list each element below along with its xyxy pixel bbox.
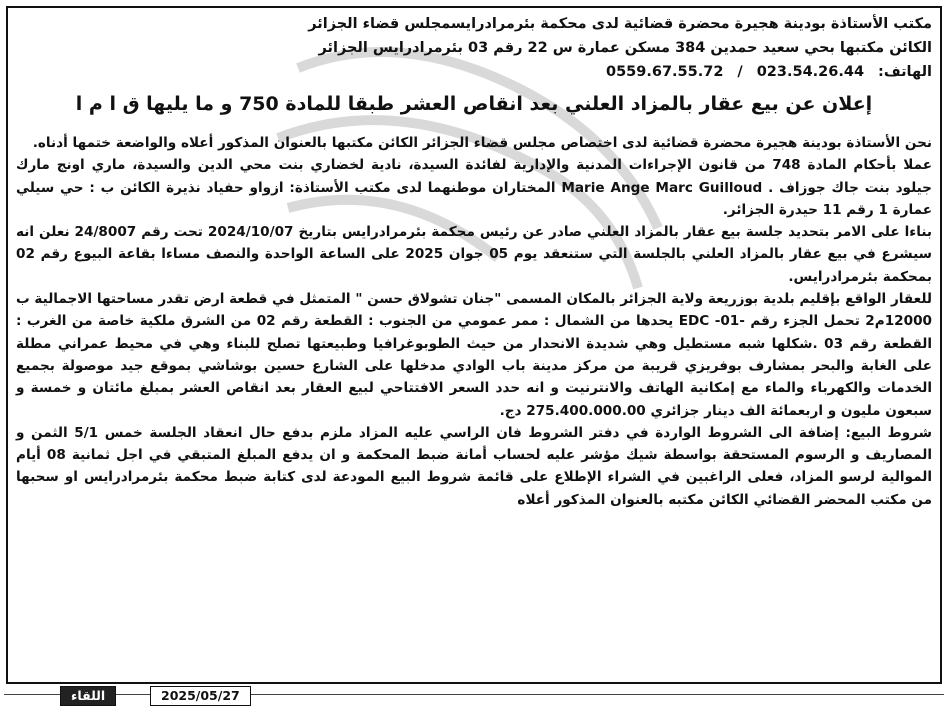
footer-divider xyxy=(4,694,944,695)
office-name: مكتب الأستاذة بودينة هجيرة محضرة قضائية لدى محكمة بئرمرادرايسمجلس قضاء الجزائر xyxy=(308,16,932,32)
phone-number-2: 0559.67.55.72 xyxy=(606,64,724,80)
parties-text-b: المختاران موطنهما لدى مكتب الأستاذة: ازواو حفياد نذيرة الكائن ب : حي سيلي عمارة 1 رقم 11 حيدرة الجزائر. xyxy=(16,179,932,218)
phone-number-1: 023.54.26.44 xyxy=(756,64,865,80)
office-phone xyxy=(16,60,932,84)
parties-latin-name: Marie Ange Marc Guilloud xyxy=(561,179,763,196)
office-address: الكائن مكتبها بحي سعيد حمدين 384 مسكن عمارة س 22 رقم 03 بئرمرادرايس الجزائر xyxy=(318,40,932,56)
legal-notice xyxy=(6,6,942,684)
phone-label: الهاتف: xyxy=(878,64,932,80)
paragraph-order: بناءا على الامر بتحديد جلسة بيع عقار بالمزاد العلني صادر عن رئيس محكمة بئرمرادرايس بتاريخ 2024/10/07 تحت رقم 24/8007 نعلن انه سيشرع في بيع عقار بالمزاد العلني بالجلسة التي ستنعقد يوم 05 جوان 2025 على الساعة الواحدة والنصف مساءا بقاعة البيوع رقم 02 بمحكمة بئرمرادرايس. xyxy=(16,224,932,285)
parties-text-a: عملا بأحكام المادة 748 من قانون الإجراءات المدنية والإدارية لفائدة السيدة، نادية لخضاري بنت محي الدين والسيدة، ماري اونج مارك جيلود بنت جاك جوزاف . xyxy=(16,157,932,196)
paragraph-property: للعقار الواقع بإقليم بلدية بوزريعة ولاية الجزائر بالمكان المسمى "جنان تشولاق حسن " المتمثل في قطعة ارض تقدر مساحتها الاجمالية ب 12000م2 تحمل الجزء رقم -01- EDC يحدها من الشمال : ممر عمومي من الجنوب : القطعة رقم 02 من الشرق ملكية خاصة من الغرب : القطعة رقم 03 .شكلها شبه مستطيل وهي شديدة الانحدار من حيث الطوبوغرافيا وطبيعتها تصلح للبناء وهي في محيط عمراني مطلة على الغابة والبحر بمشارف بوفريزي قريبة من مركز مدينة باب الوادي مدخلها على الشارع حسين بوشاشي بموقع جيد موصولة بجميع الخدمات والكهرباء والماء مع إمكانية الهاتف والانترنيت و انه حدد السعر الافتتاحي لبيع العقار بعد انقاص العشر بمبلغ مائتان و خمسة و سبعون مليون و اربعمائة الف دينار جزائري 275.400.000.00 دج. xyxy=(16,291,932,419)
phone-separator: / xyxy=(737,64,743,80)
newspaper-name: اللقاء xyxy=(60,686,116,706)
notice-title: إعلان عن بيع عقار بالمزاد العلني بعد انقاص العشر طبقا للمادة 750 و ما يليها ق ا م ا xyxy=(75,93,873,115)
footer xyxy=(0,684,948,712)
paragraph-parties xyxy=(16,154,932,221)
publication-date: 2025/05/27 xyxy=(150,686,251,706)
paragraph-intro: نحن الأستاذة بودينة هجيرة محضرة قضائية لدى اختصاص مجلس قضاء الجزائر الكائن مكتبها بالعنوان المذكور أعلاه والواضعة ختمها أدناه. xyxy=(32,135,932,151)
paragraph-conditions: شروط البيع: إضافة الى الشروط الواردة في دفتر الشروط فان الراسي عليه المزاد ملزم بدفع حال انعقاد الجلسة خمس 5/1 الثمن و المصاريف و الرسوم المستحقة بواسطة شيك مؤشر عليه لحساب أمانة ضبط المحكمة و ان يدفع المبلغ المتبقي في اجل ثمانية 08 أيام الموالية لرسو المزاد، فعلى الراغبين في الشراء الإطلاع على قائمة شروط البيع المودعة لدى كتابة ضبط محكمة بئرمرادرايس او سحبها من مكتب المحضر القضائي الكائن مكتبه بالعنوان المذكور أعلاه xyxy=(16,424,932,508)
